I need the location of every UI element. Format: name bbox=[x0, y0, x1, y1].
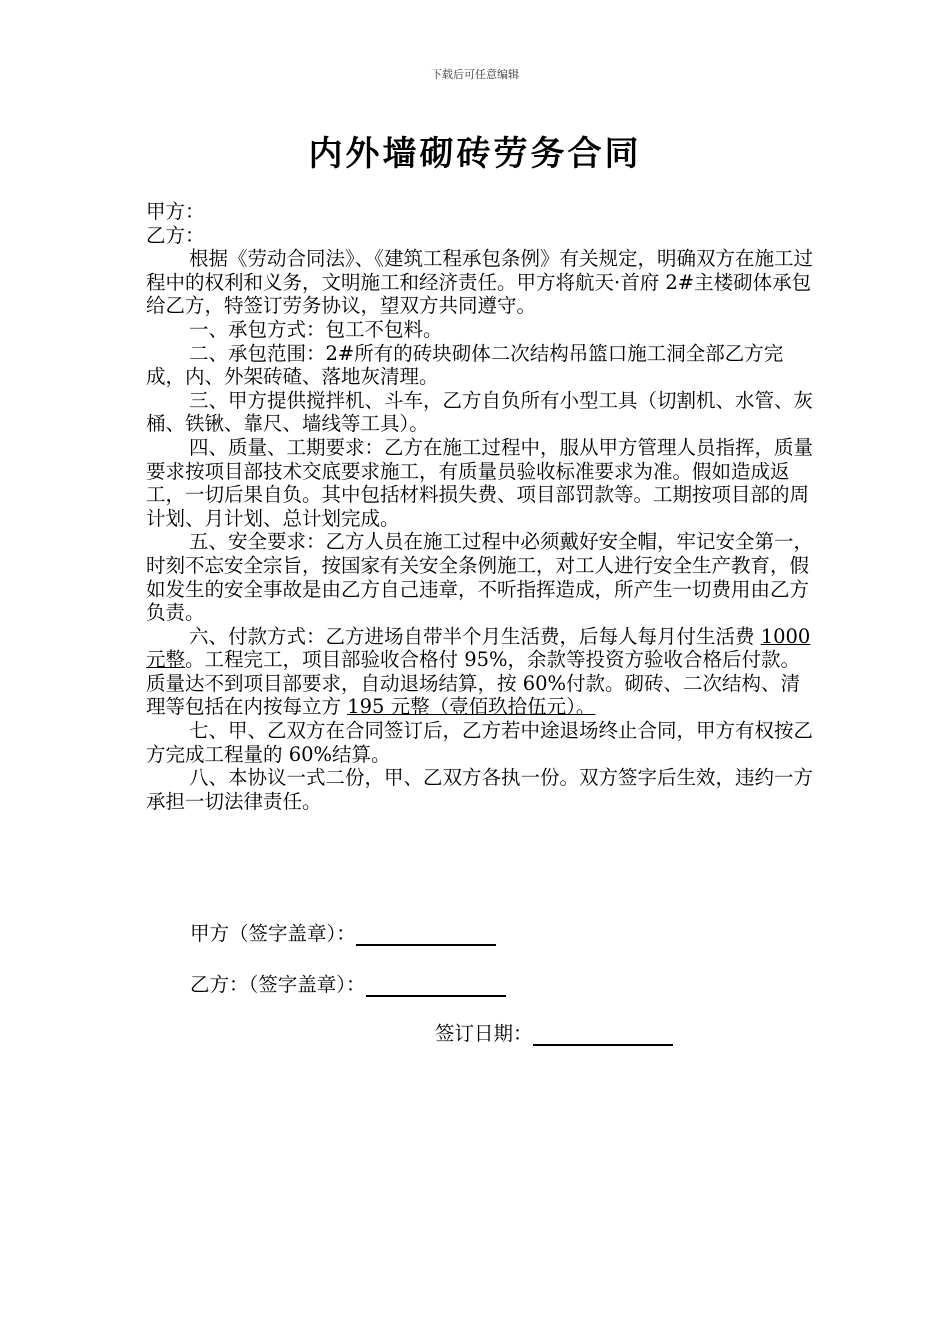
clause-4: 四、质量、工期要求：乙方在施工过程中，服从甲方管理人员指挥，质量要求按项目部技术交底要求施工，有质量员验收标准要求为准。假如造成返工，一切后果自负。其中包括材料损失费、项目部罚款等。工期按项目部的周计划、月计划、总计划完成。 bbox=[146, 435, 814, 530]
signature-party-a-label: 甲方（签字盖章）： bbox=[190, 922, 356, 945]
signature-party-a bbox=[190, 922, 496, 946]
intro-paragraph: 根据《劳动合同法》、《建筑工程承包条例》有关规定，明确双方在施工过程中的权利和义务，文明施工和经济责任。甲方将航天·首府 2#主楼砌体承包给乙方，特签订劳务协议，望双方共同遵守。 bbox=[146, 247, 814, 318]
signing-date-blank[interactable] bbox=[533, 1024, 673, 1046]
header-note: 下载后可任意编辑 bbox=[431, 68, 519, 81]
signature-party-b bbox=[190, 973, 506, 997]
clause-6-text-2: 。工程完工，项目部验收合格付 95%，余款等投资方验收合格后付款。质量达不到项目部要求，自动退场结算，按 60%付款。砌砖、二次结构、清理等包括在内按每立方 bbox=[146, 648, 801, 719]
clause-6-text-1: 六、付款方式：乙方进场自带半个月生活费，后每人每月付生活费 bbox=[189, 624, 761, 648]
signature-party-b-label: 乙方：（签字盖章）： bbox=[190, 973, 366, 996]
clause-8: 八、本协议一式二份，甲、乙双方各执一份。双方签字后生效，违约一方承担一切法律责任。 bbox=[146, 766, 814, 813]
contract-body bbox=[146, 200, 816, 813]
party-a-line: 甲方： bbox=[146, 200, 205, 223]
clause-2: 二、承包范围：2#所有的砖块砌体二次结构吊篮口施工洞全部乙方完成，内、外架砖碴、落地灰清理。 bbox=[146, 341, 784, 389]
clause-3: 三、甲方提供搅拌机、斗车，乙方自负所有小型工具（切割机、水管、灰桶、铁锹、靠尺、墙线等工具）。 bbox=[146, 388, 814, 436]
clause-7: 七、甲、乙双方在合同签订后，乙方若中途退场终止合同，甲方有权按乙方完成工程量的 60%结算。 bbox=[146, 719, 814, 766]
document-title: 内外墙砌砖劳务合同 bbox=[308, 134, 642, 174]
clause-5: 五、安全要求：乙方人员在施工过程中必须戴好安全帽，牢记安全第一，时刻不忘安全宗旨，按国家有关安全条例施工，对工人进行安全生产教育，假如发生的安全事故是由乙方自己违章，不听指挥造成，所产生一切费用由乙方负责。 bbox=[146, 530, 814, 625]
signing-date-label: 签订日期： bbox=[435, 1022, 533, 1045]
party-b-line: 乙方： bbox=[146, 223, 205, 247]
signing-date bbox=[435, 1022, 673, 1046]
signature-party-b-blank[interactable] bbox=[366, 975, 506, 997]
unit-price: 195 元整（壹佰玖拾伍元）。 bbox=[347, 695, 596, 719]
clause-1: 一、承包方式：包工不包料。 bbox=[189, 317, 443, 341]
signature-party-a-blank[interactable] bbox=[356, 924, 496, 946]
clause-6 bbox=[146, 625, 816, 719]
monthly-allowance: 1000 元整 bbox=[146, 624, 811, 672]
